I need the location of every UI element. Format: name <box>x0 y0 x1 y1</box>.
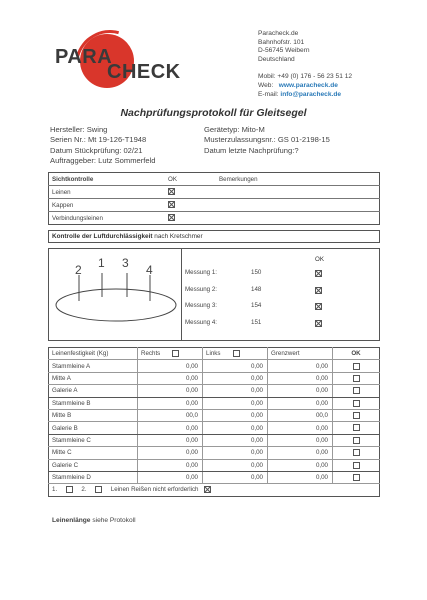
measurement-label: Messung 3: <box>185 302 217 309</box>
line-ok-checkbox[interactable] <box>353 375 360 382</box>
line-limit: 00,0 <box>268 409 333 421</box>
measurement-checkbox[interactable] <box>315 303 322 310</box>
line-label: Galerie C <box>49 459 138 471</box>
sicht-row-label: Verbindungsleinen <box>52 214 103 222</box>
measurement-value: 154 <box>251 302 262 309</box>
line-label: Galerie B <box>49 422 138 434</box>
footer-note-checkbox[interactable] <box>204 486 211 493</box>
line-row <box>49 422 380 434</box>
line-right: 0,00 <box>138 422 203 434</box>
footer-checkbox-1[interactable] <box>66 486 73 493</box>
company-name: Paracheck.de <box>258 30 299 37</box>
measurement-label: Messung 1: <box>185 269 217 276</box>
company-phone: Mobil: +49 (0) 176 - 56 23 51 12 <box>258 73 353 81</box>
line-limit: 0,00 <box>268 422 333 434</box>
line-limit: 0,00 <box>268 471 333 483</box>
measurement-checkbox[interactable] <box>315 320 322 327</box>
sichtkontrolle-table <box>48 172 380 225</box>
email-label: E-mail: <box>258 90 279 98</box>
line-footer-row <box>49 484 380 496</box>
line-row <box>49 471 380 483</box>
measurement-row <box>185 315 365 332</box>
info-right <box>204 125 330 156</box>
col-grenzwert: Grenzwert <box>268 348 333 360</box>
company-city: D-56745 Weibern <box>258 47 310 55</box>
luft-header: Kontrolle der Luftdurchlässigkeit nach Kretschmer <box>52 233 203 240</box>
line-header-row <box>49 348 380 360</box>
info-last-check: Datum letzte Nachprüfung:? <box>204 145 299 155</box>
footer-note: Leinen Reißen nicht erforderlich <box>110 486 199 494</box>
line-limit: 0,00 <box>268 459 333 471</box>
sicht-row-label: Leinen <box>49 186 166 199</box>
sicht-remark[interactable] <box>216 186 380 199</box>
info-client: Auftraggeber: Lutz Sommerfeld <box>50 155 156 165</box>
links-checkbox[interactable] <box>233 350 240 357</box>
line-right: 0,00 <box>138 447 203 459</box>
line-row <box>49 459 380 471</box>
measurement-value: 151 <box>251 318 262 326</box>
line-left: 0,00 <box>203 397 268 409</box>
line-right: 0,00 <box>138 360 203 372</box>
info-manufacturer: Hersteller: Swing <box>50 125 108 134</box>
line-left: 0,00 <box>203 360 268 372</box>
info-serial: Serien Nr.: Mt 19-126-T1948 <box>50 135 147 145</box>
line-row <box>49 434 380 446</box>
company-address <box>258 30 352 99</box>
luft-ok-header: OK <box>315 256 324 263</box>
measurement-checkbox[interactable] <box>315 287 322 294</box>
sicht-row <box>49 186 380 199</box>
point-label-3: 3 <box>122 256 129 270</box>
line-limit: 0,00 <box>268 385 333 397</box>
point-label-4: 4 <box>146 263 153 277</box>
line-label: Stammleine D <box>49 471 138 483</box>
sicht-row-label: Kappen <box>49 199 166 212</box>
line-length-label: Leinenlänge <box>52 517 91 524</box>
line-row <box>49 409 380 421</box>
line-limit: 0,00 <box>268 360 333 372</box>
measurement-row <box>185 265 365 282</box>
line-right: 0,00 <box>138 385 203 397</box>
line-row <box>49 447 380 459</box>
info-test-date: Datum Stückprüfung: 02/21 <box>50 145 143 155</box>
measurement-value: 150 <box>251 269 262 276</box>
measurement-checkbox[interactable] <box>315 270 322 277</box>
line-ok-checkbox[interactable] <box>353 387 360 394</box>
sicht-checkbox[interactable] <box>168 201 175 208</box>
line-left: 0,00 <box>203 385 268 397</box>
sicht-remark[interactable] <box>216 212 380 225</box>
porosity-diagram <box>49 249 181 340</box>
measurement-row <box>185 298 365 315</box>
line-left: 0,00 <box>203 434 268 446</box>
line-left: 0,00 <box>203 422 268 434</box>
company-logo <box>55 30 185 90</box>
line-label: Mitte A <box>49 372 138 384</box>
line-ok-checkbox[interactable] <box>353 437 360 444</box>
line-left: 0,00 <box>203 459 268 471</box>
col-rechts: Rechts <box>141 350 161 358</box>
line-ok-checkbox[interactable] <box>353 363 360 370</box>
line-limit: 0,00 <box>268 447 333 459</box>
sicht-ok-header: OK <box>165 173 216 186</box>
line-limit: 0,00 <box>268 397 333 409</box>
rechts-checkbox[interactable] <box>172 350 179 357</box>
line-limit: 0,00 <box>268 372 333 384</box>
line-header: Leinenfestigkeit (Kg) <box>49 348 138 360</box>
measurement-label: Messung 4: <box>185 318 217 326</box>
luft-section <box>48 248 380 341</box>
line-left: 0,00 <box>203 372 268 384</box>
line-right: 0,00 <box>138 397 203 409</box>
line-strength-table <box>48 347 380 497</box>
logo-text-left: PARA <box>55 46 113 68</box>
sicht-remarks-header: Bemerkungen <box>216 173 380 186</box>
col-links: Links <box>206 350 221 358</box>
company-country: Deutschland <box>258 55 295 63</box>
line-right: 0,00 <box>138 434 203 446</box>
line-left: 0,00 <box>203 447 268 459</box>
document-title: Nachprüfungsprotokoll für Gleitsegel <box>120 107 307 119</box>
sicht-checkbox[interactable] <box>168 188 175 195</box>
line-ok-checkbox[interactable] <box>353 474 360 481</box>
logo-text-right: CHECK <box>107 61 181 83</box>
wing-outline <box>56 289 176 321</box>
line-row <box>49 360 380 372</box>
line-label: Stammleine B <box>49 397 138 409</box>
sicht-header: Sichtkontrolle <box>49 173 166 186</box>
line-limit: 0,00 <box>268 434 333 446</box>
line-right: 0,00 <box>138 372 203 384</box>
line-left: 0,00 <box>203 471 268 483</box>
line-label: Stammleine C <box>49 434 138 446</box>
measurement-value: 148 <box>251 285 262 293</box>
line-right: 0,00 <box>138 471 203 483</box>
line-ok-checkbox[interactable] <box>353 449 360 456</box>
line-ok-checkbox[interactable] <box>353 400 360 407</box>
info-left <box>50 125 156 166</box>
line-length-text: siehe Protokoll <box>90 517 136 524</box>
measurement-list <box>185 265 365 331</box>
col-ok: OK <box>333 348 380 360</box>
web-link[interactable]: www.paracheck.de <box>278 81 338 89</box>
info-approval-nr: Musterzulassungsnr.: GS 01-2198-15 <box>204 135 330 145</box>
line-left: 0,00 <box>203 409 268 421</box>
line-row <box>49 372 380 384</box>
line-ok-checkbox[interactable] <box>353 424 360 431</box>
line-row <box>49 385 380 397</box>
sicht-row <box>49 199 380 212</box>
line-label: Stammleine A <box>49 360 138 372</box>
sicht-remark[interactable] <box>216 199 380 212</box>
luft-header-box <box>48 230 380 243</box>
footer-label-2: 2. <box>81 486 87 494</box>
sicht-row <box>49 212 380 225</box>
measurement-label: Messung 2: <box>185 285 217 293</box>
line-right: 0,00 <box>138 459 203 471</box>
point-label-2: 2 <box>75 263 82 277</box>
sicht-checkbox[interactable] <box>168 214 175 221</box>
luft-divider <box>181 249 182 340</box>
line-label: Galerie A <box>49 385 138 397</box>
line-ok-checkbox[interactable] <box>353 462 360 469</box>
line-right: 00,0 <box>138 409 203 421</box>
email-link[interactable]: info@paracheck.de <box>280 90 342 98</box>
line-length-note <box>52 517 136 524</box>
company-street: Bahnhofstr. 101 <box>258 38 305 46</box>
line-label: Mitte C <box>49 447 138 459</box>
footer-label-1: 1. <box>52 486 58 494</box>
web-label: Web: <box>258 81 274 89</box>
point-label-1: 1 <box>98 256 105 270</box>
measurement-row <box>185 282 365 299</box>
line-ok-checkbox[interactable] <box>353 412 360 419</box>
line-row <box>49 397 380 409</box>
footer-checkbox-2[interactable] <box>95 486 102 493</box>
sicht-header-row <box>49 173 380 186</box>
info-device-type: Gerätetyp: Mito-M <box>204 125 265 134</box>
line-label: Mitte B <box>49 409 138 421</box>
